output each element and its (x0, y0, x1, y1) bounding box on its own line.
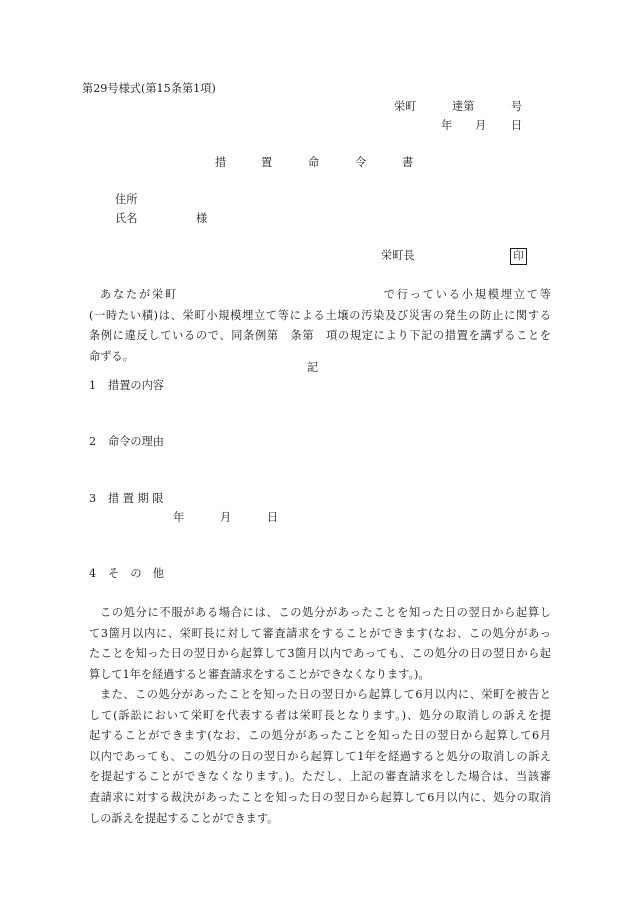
item-3-number: 3 (89, 492, 97, 505)
deadline-year: 年 (173, 511, 185, 524)
doc-number-go: 号 (511, 100, 523, 113)
item-4-label: そ の 他 (108, 567, 164, 580)
title-char: 措 (215, 156, 227, 169)
appeal-paragraph-1 (89, 603, 551, 685)
date-year: 年 (441, 119, 453, 132)
appeal-2-line: 査請求に対する裁決があったことを知った日の翌日から起算して6月以内に、処分の取消 (89, 790, 551, 804)
honorific: 様 (196, 212, 208, 225)
date-day: 日 (511, 119, 523, 132)
appeal-2-line: 以内であっても、この処分の日の翌日から起算して1年を経過すると処分の取消しの訴え (89, 749, 551, 763)
appeal-paragraph-2 (89, 685, 551, 829)
appeal-1-line: たことを知った日の翌日から起算して3箇月以内であっても、この処分の日の翌日から起 (89, 647, 551, 661)
appeal-1-line: て3箇月以内に、栄町長に対して審査請求をすることができます(なお、この処分があっ (89, 626, 551, 640)
appeal-2-line: また、この処分があったことを知った日の翌日から起算して6月以内に、栄町を被告と (100, 688, 551, 701)
title-char: 置 (261, 156, 273, 169)
doc-number-tatsu: 達第 (452, 100, 475, 113)
appeal-2-line: を提起することができなくなります。)。ただし、上記の審査請求をした場合は、当該審 (89, 770, 551, 784)
ki-marker: 記 (307, 361, 319, 374)
item-1-number: 1 (89, 379, 97, 392)
intro-line-1a: あなたが栄町 (100, 288, 178, 301)
deadline-day: 日 (267, 511, 279, 524)
item-2-label: 命令の理由 (108, 435, 164, 448)
appeal-1-line: 算して1年を経過すると審査請求をすることができなくなります。)。 (89, 667, 430, 681)
doc-number-town: 栄町 (394, 100, 417, 113)
title-char: 命 (308, 156, 320, 169)
item-1-label: 措置の内容 (108, 379, 164, 392)
deadline-month: 月 (220, 511, 232, 524)
form-id: 第29号様式(第15条第1項) (82, 82, 216, 95)
name-label: 氏名 (115, 212, 138, 225)
title-char: 令 (355, 156, 367, 169)
appeal-2-line: 起することができます(なお、この処分があったことを知った日の翌日から起算して6月 (89, 729, 551, 743)
issuer-title: 栄町長 (381, 249, 415, 262)
appeal-2-line: しの訴えを提起することができます。 (89, 811, 279, 825)
intro-paragraph (89, 285, 551, 367)
address-label: 住所 (115, 193, 138, 206)
intro-line-2: (一時たい積)は、栄町小規模埋立て等による土壌の汚染及び災害の発生の防止に関する (89, 308, 551, 322)
intro-line-4: 命ずる。 (89, 349, 134, 363)
seal-mark: 印 (510, 248, 527, 265)
intro-line-1 (89, 285, 551, 306)
intro-line-3: 条例に違反しているので、同条例第 条第 項の規定により下記の措置を講ずることを (89, 329, 551, 343)
item-4-number: 4 (89, 567, 97, 580)
item-3-label: 措 置 期 限 (108, 492, 164, 505)
date-month: 月 (475, 119, 487, 132)
appeal-1-line: この処分に不服がある場合には、この処分があったことを知った日の翌日から起算し (100, 606, 551, 619)
appeal-2-line: して(訴訟において栄町を代表する者は栄町長となります。)、処分の取消しの訴えを提 (89, 708, 551, 722)
title-char: 書 (402, 156, 414, 169)
intro-line-1b: で行っている小規模埋立て等 (382, 288, 551, 301)
item-2-number: 2 (89, 435, 97, 448)
